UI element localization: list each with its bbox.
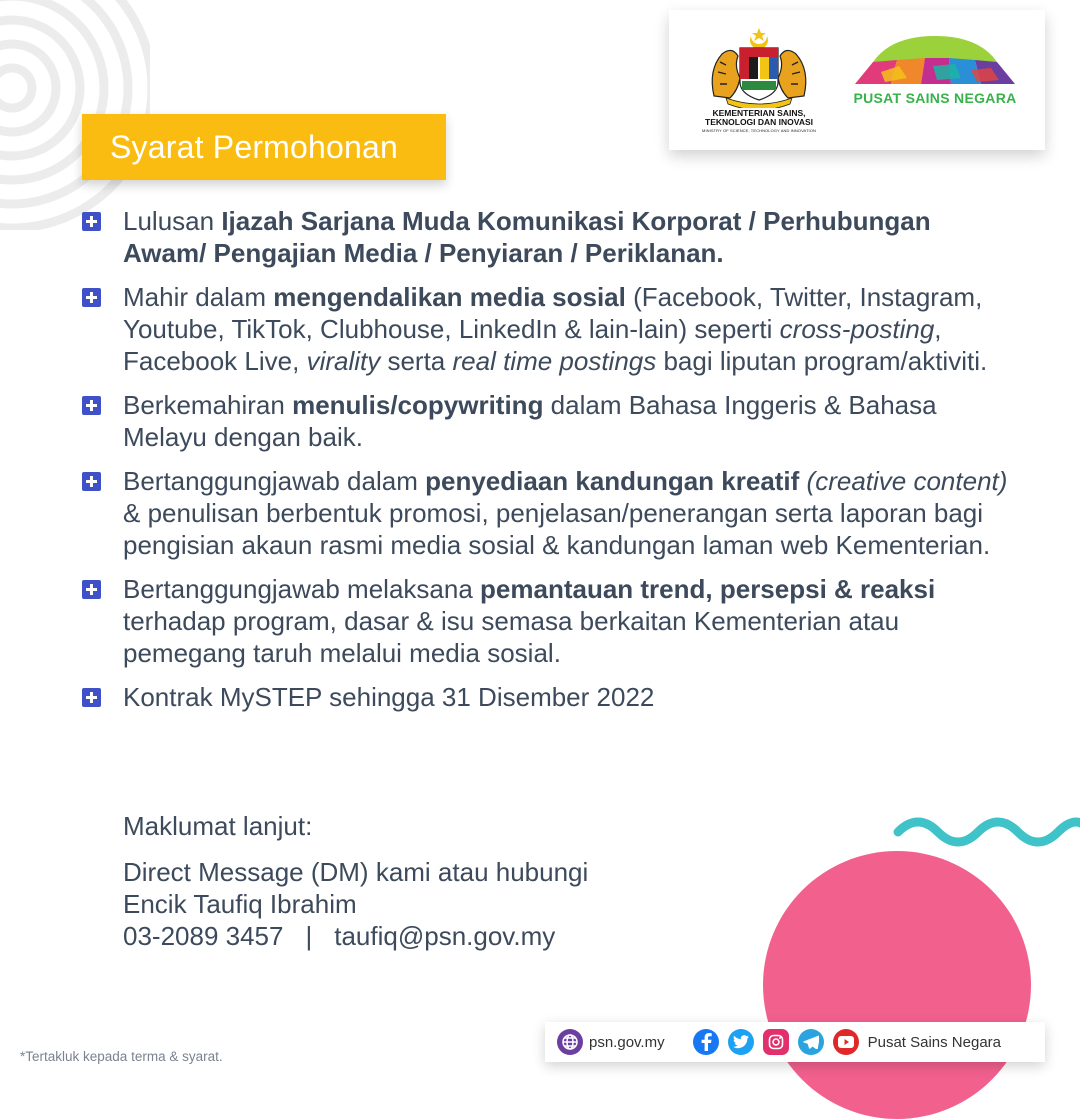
requirement-text: Bertanggungjawab melaksana: [123, 574, 481, 604]
requirement-item: [82, 465, 1012, 561]
contact-email: taufiq@psn.gov.my: [334, 921, 556, 951]
requirement-item: [82, 389, 1012, 453]
contact-heading: Maklumat lanjut:: [123, 811, 313, 841]
telegram-icon[interactable]: [798, 1029, 824, 1055]
requirement-text: (Facebook, Twitter, Instagram, Youtube, TikTok, Clubhouse, LinkedIn & lain-lain) seperti: [123, 282, 983, 344]
requirement-item: [82, 681, 1012, 713]
ministry-name: KEMENTERIAN SAINS, TEKNOLOGI DAN INOVASI: [705, 108, 813, 127]
contact-block: [123, 810, 588, 952]
plus-square-icon: [82, 288, 101, 307]
wave-decoration: [890, 808, 1080, 858]
social-account-name[interactable]: Pusat Sains Negara: [867, 1033, 1002, 1051]
requirement-text: mengendalikan media sosial: [273, 282, 626, 312]
ministry-logo: [695, 26, 823, 133]
dome-logo-icon: [851, 32, 1019, 86]
requirement-text: pemantauan trend, persepsi & reaksi: [480, 574, 936, 604]
requirement-text: Ijazah Sarjana Muda Komunikasi Korporat / Perhubungan Awam/ Pengajian Media / Penyiaran / Periklanan.: [123, 206, 931, 268]
page-title: Syarat Permohonan: [110, 128, 399, 165]
requirement-text: Lulusan: [123, 206, 222, 236]
requirement-text: Berkemahiran: [123, 390, 293, 420]
social-bar: [545, 1022, 1045, 1062]
requirements-list: [82, 205, 1012, 725]
requirement-text: Kontrak MySTEP sehingga 31 Disember 2022: [123, 682, 655, 712]
contact-person: Encik Taufiq Ibrahim: [123, 889, 357, 919]
requirement-item: [82, 281, 1012, 377]
twitter-icon[interactable]: [728, 1029, 754, 1055]
psn-logo: [845, 32, 1025, 106]
contact-details: [123, 920, 588, 952]
requirement-text: terhadap program, dasar & isu semasa berkaitan Kementerian atau pemegang taruh melalui media sosial.: [123, 606, 900, 668]
requirement-text: Mahir dalam: [123, 282, 274, 312]
website-link[interactable]: psn.gov.my: [589, 1033, 665, 1051]
coat-of-arms-icon: [704, 26, 814, 108]
requirement-text: bagi liputan program/aktiviti.: [656, 346, 988, 376]
plus-square-icon: [82, 580, 101, 599]
instagram-icon[interactable]: [763, 1029, 789, 1055]
title-banner: [82, 114, 446, 180]
requirement-text: (creative content): [799, 466, 1008, 496]
globe-icon[interactable]: [557, 1029, 583, 1055]
youtube-icon[interactable]: [833, 1029, 859, 1055]
psn-name: PUSAT SAINS NEGARA: [853, 90, 1017, 106]
requirement-text: serta: [380, 346, 453, 376]
plus-square-icon: [82, 688, 101, 707]
contact-phone: 03-2089 3457: [123, 921, 284, 951]
ministry-subtitle: MINISTRY OF SCIENCE, TECHNOLOGY AND INNOVATION: [702, 128, 816, 133]
requirement-text: dalam Bahasa Inggeris & Bahasa Melayu dengan baik.: [123, 390, 937, 452]
requirement-text: real time postings: [452, 346, 657, 376]
terms-note: *Tertakluk kepada terma & syarat.: [20, 1049, 223, 1064]
requirement-text: , Facebook Live,: [123, 314, 942, 376]
facebook-icon[interactable]: [693, 1029, 719, 1055]
contact-separator: |: [305, 921, 313, 951]
plus-square-icon: [82, 472, 101, 491]
requirement-text: & penulisan berbentuk promosi, penjelasan/penerangan serta laporan bagi pengisian akaun rasmi media sosial & kandungan laman web Kementerian.: [123, 498, 991, 560]
requirement-text: menulis/copywriting: [292, 390, 544, 420]
requirement-text: Bertanggungjawab dalam: [123, 466, 426, 496]
logo-card: [669, 10, 1045, 150]
requirement-item: [82, 205, 1012, 269]
contact-line-1: Direct Message (DM) kami atau hubungi: [123, 857, 589, 887]
plus-square-icon: [82, 396, 101, 415]
requirement-item: [82, 573, 1012, 669]
requirement-text: cross-posting: [779, 314, 935, 344]
requirement-text: penyediaan kandungan kreatif: [425, 466, 800, 496]
pink-circle-decoration: [763, 851, 1031, 1119]
plus-square-icon: [82, 212, 101, 231]
requirement-text: virality: [306, 346, 381, 376]
